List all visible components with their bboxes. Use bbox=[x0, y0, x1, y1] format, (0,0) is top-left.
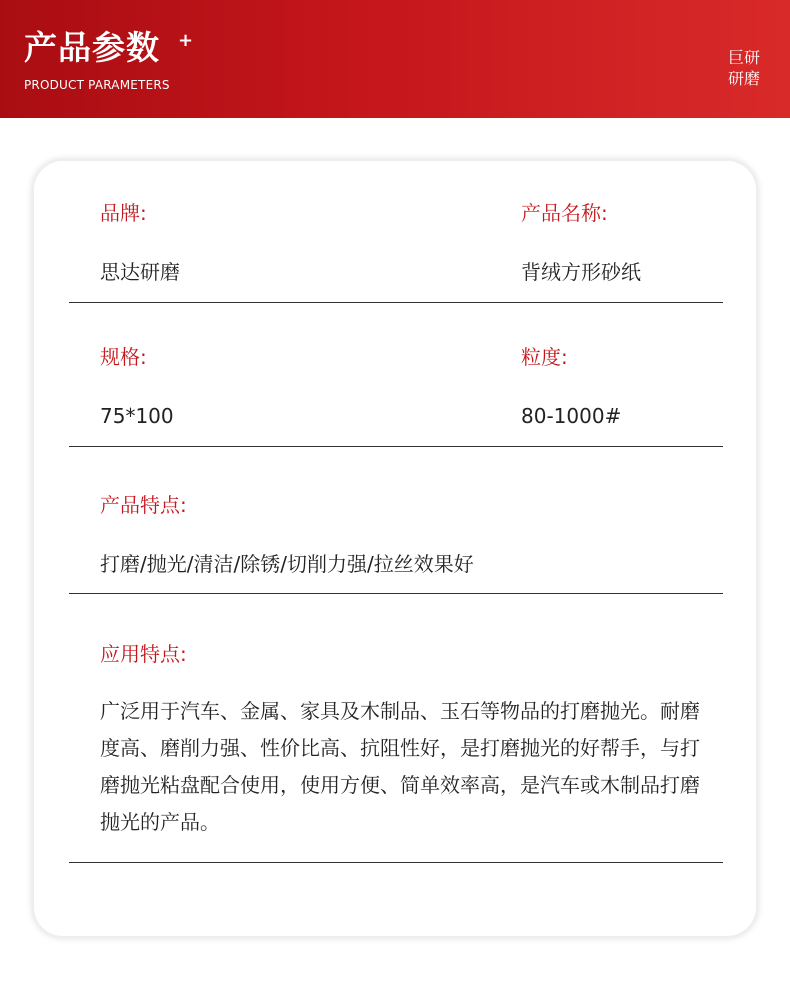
spec-label: 规格: bbox=[100, 345, 147, 369]
param-row-application bbox=[69, 594, 723, 863]
param-row-brand-name bbox=[69, 160, 723, 303]
page-subtitle: PRODUCT PARAMETERS bbox=[24, 78, 170, 92]
application-value: 广泛用于汽车、金属、家具及木制品、玉石等物品的打磨抛光。耐磨度高、磨削力强、性价比高、抗阻性好，是打磨抛光的好帮手，与打磨抛光粘盘配合使用，使用方便、简单效率高，是汽车或木制品打磨抛光的产品。 bbox=[100, 699, 700, 834]
product-name-value: 背绒方形砂纸 bbox=[521, 260, 641, 284]
features-label: 产品特点: bbox=[100, 493, 187, 517]
product-name-label: 产品名称: bbox=[521, 201, 608, 225]
page-title: 产品参数 bbox=[24, 28, 160, 67]
param-row-features bbox=[69, 447, 723, 594]
param-row-spec-grit bbox=[69, 303, 723, 447]
brand-logo bbox=[722, 47, 766, 89]
plus-icon: + bbox=[178, 30, 194, 51]
brand-logo-line1: 巨研 bbox=[727, 48, 760, 67]
brand-value: 思达研磨 bbox=[100, 260, 180, 284]
parameters-card bbox=[33, 160, 757, 937]
grit-label: 粒度: bbox=[521, 345, 568, 369]
brand-label: 品牌: bbox=[100, 201, 147, 225]
features-value: 打磨/抛光/清洁/除锈/切削力强/拉丝效果好 bbox=[100, 552, 474, 576]
spec-value: 75*100 bbox=[100, 404, 174, 428]
application-label: 应用特点: bbox=[100, 642, 187, 666]
brand-logo-line2: 研磨 bbox=[727, 69, 760, 88]
grit-value: 80-1000# bbox=[521, 404, 622, 428]
header-banner bbox=[0, 0, 790, 118]
